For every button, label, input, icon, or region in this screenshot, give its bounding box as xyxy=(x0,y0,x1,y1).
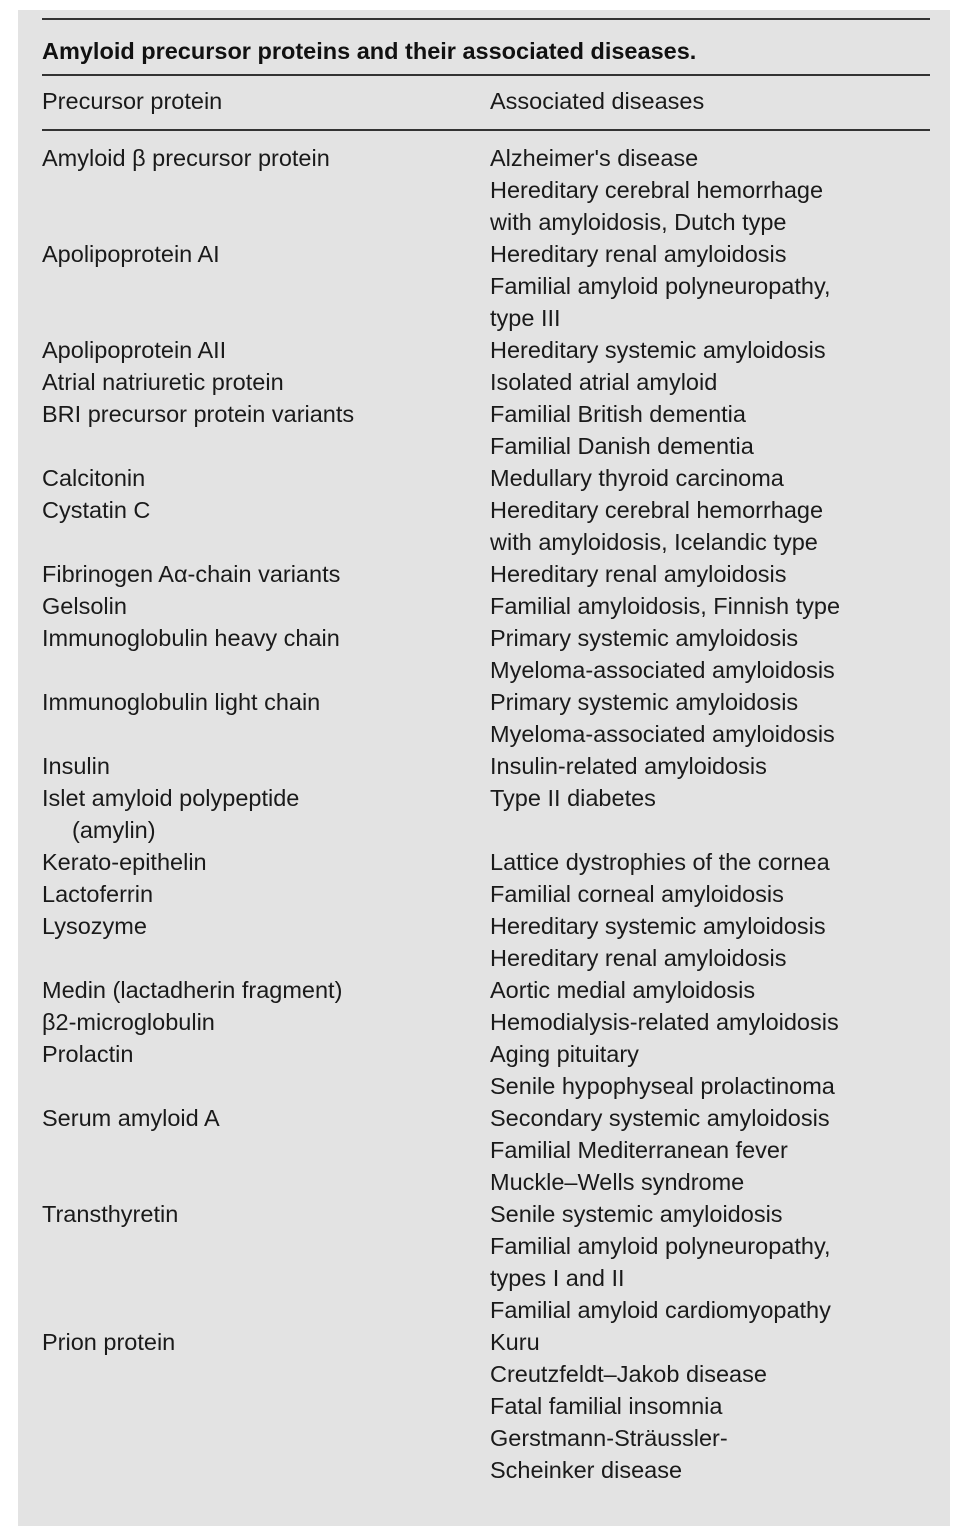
precursor-protein-cell xyxy=(42,1326,490,1486)
associated-disease-text: Hereditary cerebral hemorrhage xyxy=(490,177,824,203)
associated-disease-text: Hereditary renal amyloidosis xyxy=(490,241,787,267)
table-row xyxy=(42,686,937,750)
precursor-protein-cell xyxy=(42,142,490,238)
associated-disease-text: Secondary systemic amyloidosis xyxy=(490,1105,830,1131)
associated-disease-text: Aging pituitary xyxy=(490,1041,639,1067)
associated-disease-text: Insulin-related amyloidosis xyxy=(490,753,767,779)
associated-diseases-cell xyxy=(490,1102,937,1198)
associated-disease-text: Hereditary systemic amyloidosis xyxy=(490,913,826,939)
precursor-protein-text: Insulin xyxy=(42,753,110,779)
associated-disease-text: Kuru xyxy=(490,1329,540,1355)
associated-disease-text: Hereditary renal amyloidosis xyxy=(490,561,787,587)
table-title: Amyloid precursor proteins and their associated diseases. xyxy=(42,38,697,64)
associated-diseases-cell xyxy=(490,750,937,782)
associated-disease-text: Alzheimer's disease xyxy=(490,145,699,171)
precursor-protein-text: Immunoglobulin heavy chain xyxy=(42,625,340,651)
associated-disease-text: Senile hypophyseal prolactinoma xyxy=(490,1073,835,1099)
associated-disease-text: Muckle–Wells syndrome xyxy=(490,1169,745,1195)
associated-disease-text: Hereditary systemic amyloidosis xyxy=(490,337,826,363)
associated-disease-text: Hemodialysis-related amyloidosis xyxy=(490,1009,839,1035)
associated-diseases-cell xyxy=(490,622,937,686)
precursor-protein-text: Gelsolin xyxy=(42,593,127,619)
precursor-protein-cell xyxy=(42,910,490,974)
associated-diseases-cell xyxy=(490,974,937,1006)
table-row xyxy=(42,590,937,622)
precursor-protein-text: Prion protein xyxy=(42,1329,176,1355)
precursor-protein-cell xyxy=(42,686,490,750)
precursor-protein-text: Medin (lactadherin fragment) xyxy=(42,977,343,1003)
top-rule xyxy=(42,18,930,20)
associated-diseases-cell xyxy=(490,686,937,750)
associated-disease-text: type III xyxy=(490,305,561,331)
associated-disease-text: Creutzfeldt–Jakob disease xyxy=(490,1361,767,1387)
precursor-protein-text: Atrial natriuretic protein xyxy=(42,369,284,395)
associated-disease-text: Familial amyloid polyneuropathy, xyxy=(490,1233,831,1259)
associated-disease-text: Aortic medial amyloidosis xyxy=(490,977,756,1003)
table-row xyxy=(42,878,937,910)
precursor-protein-cell xyxy=(42,1006,490,1038)
table-row xyxy=(42,334,937,366)
associated-diseases-cell xyxy=(490,1326,937,1486)
associated-disease-text: with amyloidosis, Dutch type xyxy=(490,209,787,235)
associated-disease-text: with amyloidosis, Icelandic type xyxy=(490,529,818,555)
table-row xyxy=(42,622,937,686)
header-rule xyxy=(42,129,930,131)
associated-diseases-cell xyxy=(490,398,937,462)
associated-disease-text: Familial corneal amyloidosis xyxy=(490,881,784,907)
precursor-protein-text: Cystatin C xyxy=(42,497,151,523)
table-body xyxy=(42,142,937,1486)
table-row xyxy=(42,1038,937,1102)
associated-disease-text: Myeloma-associated amyloidosis xyxy=(490,657,835,683)
associated-disease-text: Familial British dementia xyxy=(490,401,746,427)
precursor-protein-text: Fibrinogen Aα-chain variants xyxy=(42,561,341,587)
precursor-protein-cell xyxy=(42,846,490,878)
associated-disease-text: types I and II xyxy=(490,1265,625,1291)
table-row xyxy=(42,494,937,558)
precursor-protein-cell xyxy=(42,1038,490,1102)
associated-disease-text: Familial amyloid polyneuropathy, xyxy=(490,273,831,299)
associated-disease-text: Familial amyloidosis, Finnish type xyxy=(490,593,841,619)
precursor-protein-text: Transthyretin xyxy=(42,1201,179,1227)
associated-diseases-cell xyxy=(490,558,937,590)
precursor-protein-cell xyxy=(42,590,490,622)
precursor-protein-cell xyxy=(42,494,490,558)
table-row xyxy=(42,558,937,590)
precursor-protein-text: Amyloid β precursor protein xyxy=(42,145,330,171)
associated-diseases-cell xyxy=(490,366,937,398)
associated-disease-text: Scheinker disease xyxy=(490,1457,683,1483)
associated-disease-text: Primary systemic amyloidosis xyxy=(490,625,799,651)
precursor-protein-cell xyxy=(42,462,490,494)
associated-disease-text: Lattice dystrophies of the cornea xyxy=(490,849,830,875)
precursor-protein-cell xyxy=(42,878,490,910)
precursor-protein-text: β2-microglobulin xyxy=(42,1009,215,1035)
precursor-protein-cell xyxy=(42,622,490,686)
precursor-protein-text: Calcitonin xyxy=(42,465,146,491)
precursor-protein-cell xyxy=(42,558,490,590)
table-row xyxy=(42,974,937,1006)
table-row xyxy=(42,462,937,494)
associated-diseases-cell xyxy=(490,590,937,622)
precursor-protein-text: Immunoglobulin light chain xyxy=(42,689,321,715)
associated-diseases-cell xyxy=(490,1198,937,1326)
precursor-protein-text: Lysozyme xyxy=(42,913,147,939)
precursor-protein-cell xyxy=(42,366,490,398)
associated-diseases-cell xyxy=(490,142,937,238)
associated-diseases-cell xyxy=(490,1006,937,1038)
associated-disease-text: Familial amyloid cardiomyopathy xyxy=(490,1297,831,1323)
associated-disease-text: Medullary thyroid carcinoma xyxy=(490,465,784,491)
associated-diseases-cell xyxy=(490,334,937,366)
associated-diseases-cell xyxy=(490,910,937,974)
associated-diseases-cell xyxy=(490,494,937,558)
table-row xyxy=(42,1326,937,1486)
precursor-protein-text: Apolipoprotein AII xyxy=(42,337,227,363)
table-row xyxy=(42,750,937,782)
column-header-precursor: Precursor protein xyxy=(42,88,223,114)
table-row xyxy=(42,398,937,462)
column-header-diseases: Associated diseases xyxy=(490,88,705,114)
associated-disease-text: Isolated atrial amyloid xyxy=(490,369,718,395)
precursor-protein-cell xyxy=(42,750,490,782)
precursor-protein-cell xyxy=(42,398,490,462)
title-rule xyxy=(42,74,930,76)
associated-diseases-cell xyxy=(490,1038,937,1102)
table-row xyxy=(42,1198,937,1326)
precursor-protein-cell xyxy=(42,238,490,334)
precursor-protein-text: BRI precursor protein variants xyxy=(42,401,355,427)
precursor-protein-cell xyxy=(42,782,490,846)
associated-diseases-cell xyxy=(490,238,937,334)
table-panel xyxy=(18,10,950,1526)
precursor-protein-cell xyxy=(42,334,490,366)
precursor-protein-text: Prolactin xyxy=(42,1041,134,1067)
associated-diseases-cell xyxy=(490,782,937,846)
associated-diseases-cell xyxy=(490,878,937,910)
associated-disease-text: Hereditary renal amyloidosis xyxy=(490,945,787,971)
table-row xyxy=(42,910,937,974)
table-row xyxy=(42,238,937,334)
table-row xyxy=(42,846,937,878)
table-row xyxy=(42,1102,937,1198)
associated-disease-text: Type II diabetes xyxy=(490,785,656,811)
precursor-protein-text: Apolipoprotein AI xyxy=(42,241,220,267)
associated-disease-text: Hereditary cerebral hemorrhage xyxy=(490,497,824,523)
table-row xyxy=(42,142,937,238)
associated-disease-text: Fatal familial insomnia xyxy=(490,1393,723,1419)
table-row xyxy=(42,1006,937,1038)
precursor-protein-text: Lactoferrin xyxy=(42,881,154,907)
associated-disease-text: Familial Danish dementia xyxy=(490,433,754,459)
precursor-protein-text: (amylin) xyxy=(72,817,156,843)
precursor-protein-cell xyxy=(42,974,490,1006)
precursor-protein-text: Kerato-epithelin xyxy=(42,849,207,875)
associated-disease-text: Primary systemic amyloidosis xyxy=(490,689,799,715)
associated-disease-text: Myeloma-associated amyloidosis xyxy=(490,721,835,747)
associated-diseases-cell xyxy=(490,462,937,494)
precursor-protein-text: Islet amyloid polypeptide xyxy=(42,785,300,811)
table-row xyxy=(42,782,937,846)
associated-disease-text: Senile systemic amyloidosis xyxy=(490,1201,783,1227)
associated-diseases-cell xyxy=(490,846,937,878)
associated-disease-text: Familial Mediterranean fever xyxy=(490,1137,788,1163)
table-row xyxy=(42,366,937,398)
precursor-protein-cell xyxy=(42,1198,490,1326)
associated-disease-text: Gerstmann-Sträussler- xyxy=(490,1425,728,1451)
precursor-protein-cell xyxy=(42,1102,490,1198)
precursor-protein-text: Serum amyloid A xyxy=(42,1105,220,1131)
